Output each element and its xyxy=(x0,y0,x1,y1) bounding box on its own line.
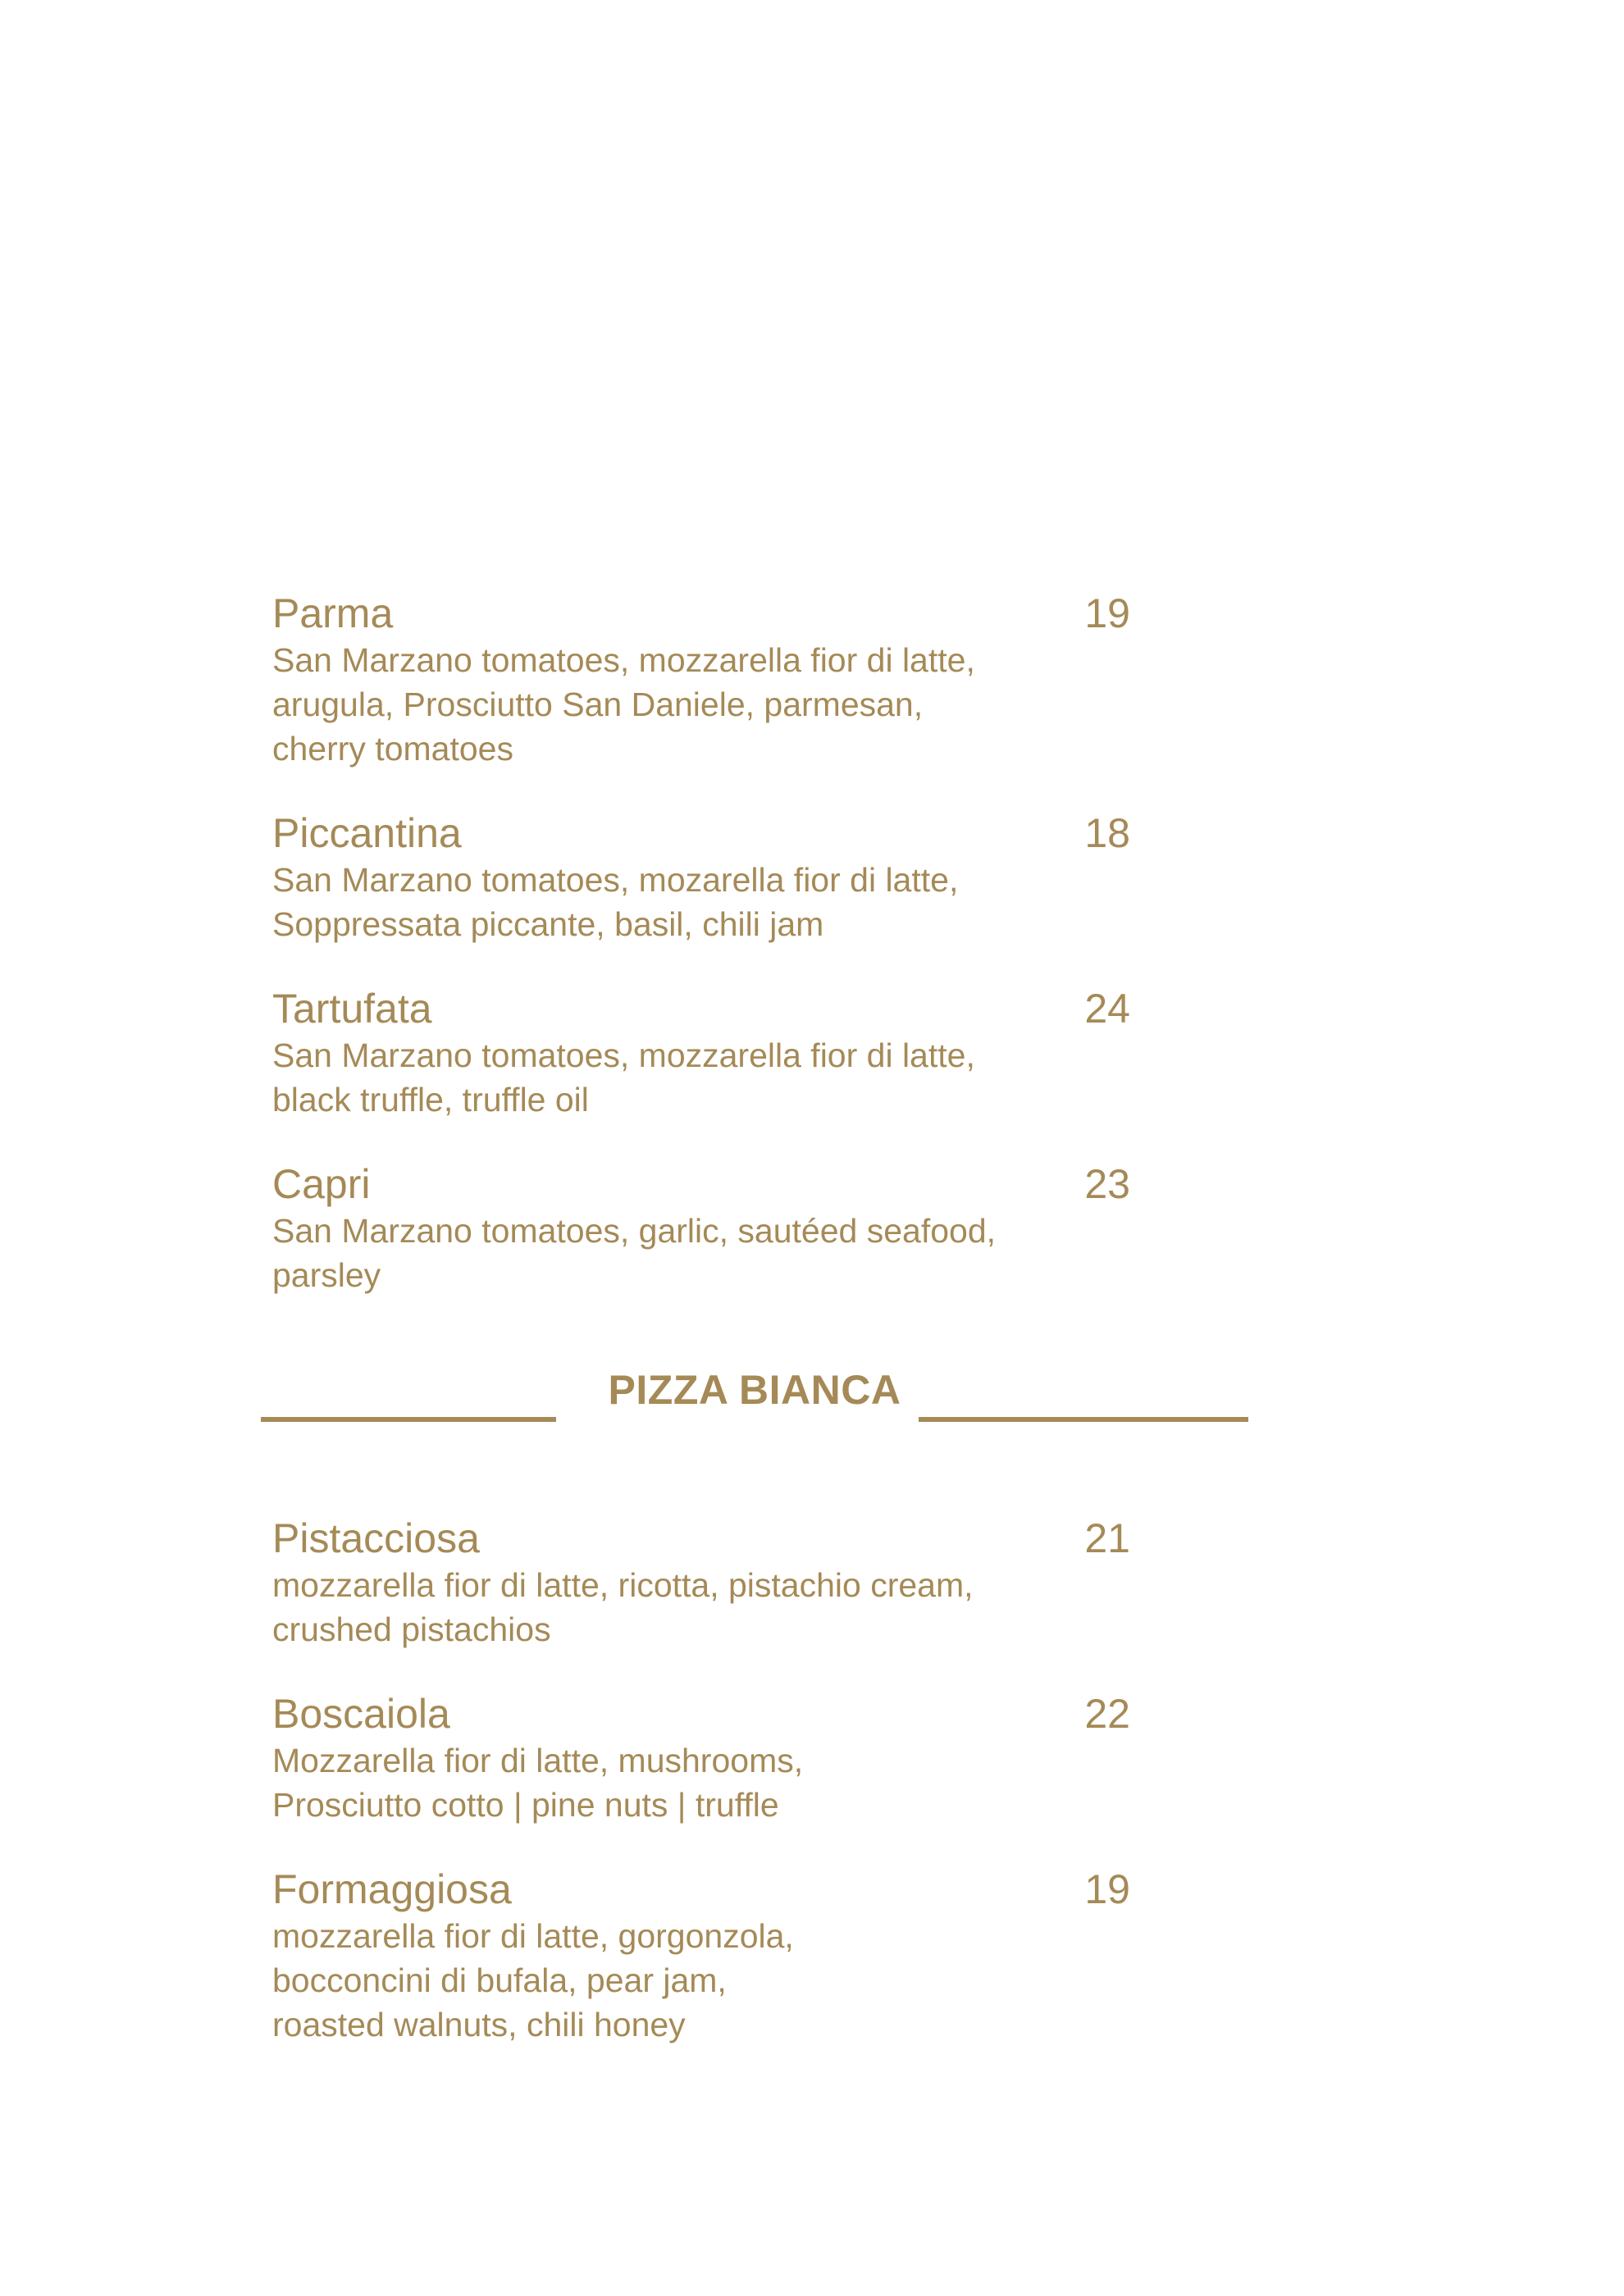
item-name: Boscaiola xyxy=(272,1691,450,1737)
item-description xyxy=(272,1738,1093,1827)
description-line: crushed pistachios xyxy=(272,1610,551,1648)
item-price: 24 xyxy=(1084,986,1130,1032)
item-price: 19 xyxy=(1084,590,1130,636)
description-line: San Marzano tomatoes, mozarella fior di latte, xyxy=(272,861,959,899)
description-line: San Marzano tomatoes, garlic, sautéed seafood, xyxy=(272,1212,997,1250)
description-line: roasted walnuts, chili honey xyxy=(272,2006,686,2043)
item-price: 21 xyxy=(1084,1515,1130,1561)
description-line: Soppressata piccante, basil, chili jam xyxy=(272,905,824,943)
description-line: black truffle, truffle oil xyxy=(272,1081,589,1118)
item-price: 22 xyxy=(1084,1691,1130,1737)
item-description xyxy=(272,1563,1093,1651)
divider-right xyxy=(919,1417,1248,1422)
item-description xyxy=(272,638,1093,771)
description-line: bocconcini di bufala, pear jam, xyxy=(272,1961,727,1999)
description-line: Prosciutto cotto | pine nuts | truffle xyxy=(272,1786,779,1824)
item-description xyxy=(272,1209,1093,1297)
description-line: San Marzano tomatoes, mozzarella fior di latte, xyxy=(272,1036,975,1074)
item-description xyxy=(272,858,1093,946)
item-price: 18 xyxy=(1084,810,1130,856)
item-name: Parma xyxy=(272,590,394,636)
description-line: mozzarella fior di latte, gorgonzola, xyxy=(272,1917,794,1955)
item-name: Tartufata xyxy=(272,986,432,1032)
item-price: 23 xyxy=(1084,1161,1130,1207)
item-name: Pistacciosa xyxy=(272,1515,480,1561)
item-price: 19 xyxy=(1084,1866,1130,1912)
description-line: mozzarella fior di latte, ricotta, pistachio cream, xyxy=(272,1566,974,1604)
item-name: Formaggiosa xyxy=(272,1866,512,1912)
item-name: Capri xyxy=(272,1161,371,1207)
description-line: cherry tomatoes xyxy=(272,730,513,768)
description-line: San Marzano tomatoes, mozzarella fior di latte, xyxy=(272,641,975,679)
item-description xyxy=(272,1033,1093,1122)
section-title: PIZZA BIANCA xyxy=(608,1367,901,1413)
description-line: arugula, Prosciutto San Daniele, parmesan, xyxy=(272,686,924,723)
section-header-pizza-bianca xyxy=(261,1361,1248,1427)
item-name: Piccantina xyxy=(272,810,462,856)
description-line: Mozzarella fior di latte, mushrooms, xyxy=(272,1742,804,1779)
item-description xyxy=(272,1914,1093,2047)
description-line: parsley xyxy=(272,1256,381,1294)
